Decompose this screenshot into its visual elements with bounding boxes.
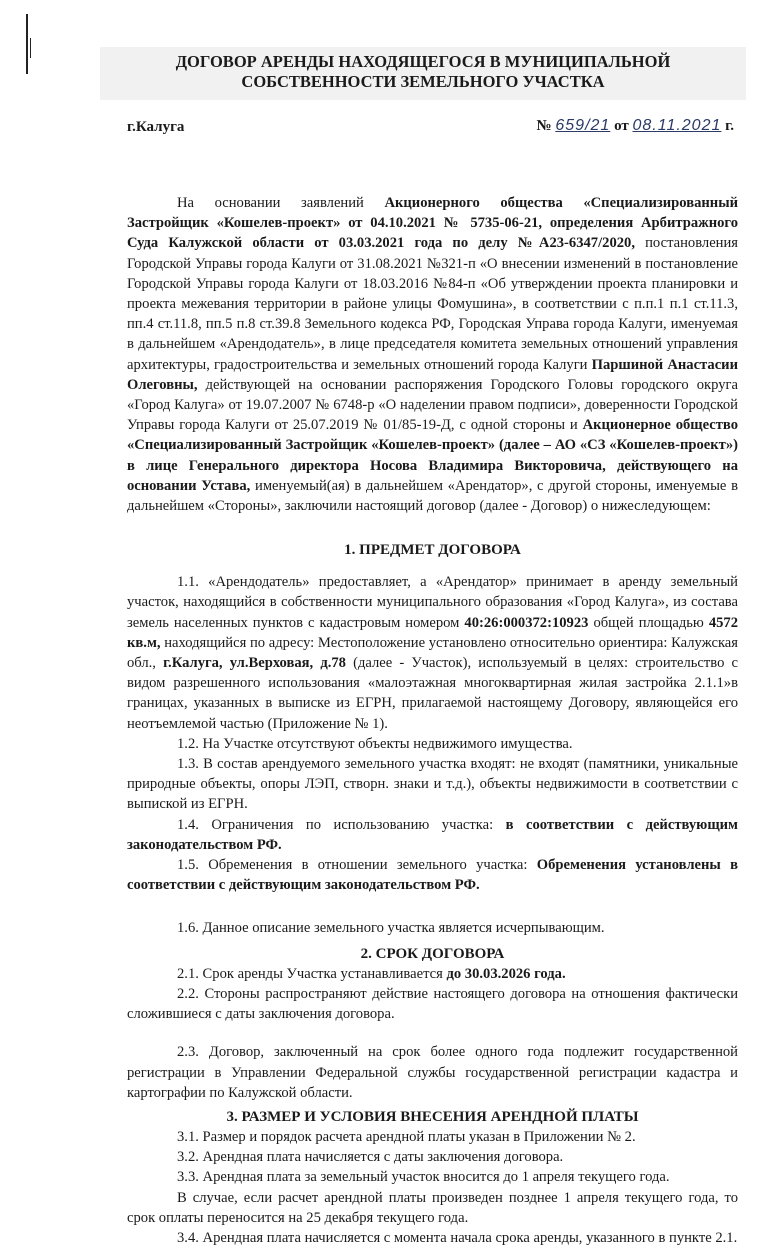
text: На основании заявлений [177,195,385,211]
text: 1.4. Ограничения по использованию участка: [177,816,506,833]
section-heading [127,944,738,964]
bold-text: Обременения установлены в соответствии с действующим законодательством РФ. [127,857,739,894]
text: 2. СРОК ДОГОВОРА [360,945,505,962]
text: именуемый(ая) в дальнейшем «Арендатор», с другой стороны, именуемые в дальнейшем «Стороны», заключили настоящий договор (далее - Договор) о нижеследующем: [127,477,738,515]
date-prefix: от [614,118,629,134]
text: 1.6. Данное описание земельного участка является исчерпывающим. [177,919,605,936]
paragraph [127,572,738,734]
document-title [100,47,746,100]
number-prefix: № [536,118,552,134]
scan-margin-line [30,38,31,58]
text: (далее - Участок), используемый в целях: строительство с видом разрешенного использования «малоэтажная многоквартирная жилая застройка 2.1.1»в границах, указанных в выписке из ЕГРН, прилагаемой настоящему Договору, являющейся его неотъемлемой частью (Приложение № 1). [127,655,738,732]
bold-text: г.Калуга, ул.Верховая, д.78 [163,655,346,672]
bold-text: Паршиной Анастасии Олеговны, [127,356,738,393]
bold-text: Акционерного общества «Специализированный Застройщик «Кошелев-проект» от 04.10.2021 № 5735-06-21, определения Арбитражного Суда Калужской области от 03.03.2021 года по делу №А23-6347/2020, [127,195,739,252]
text: 2.3. Договор, заключенный на срок более одного года подлежит государственной регистрации в Управлении Федеральной службы государственной регистрации кадастра и картографии по Калужской области. [127,1044,738,1101]
bold-text: в соответствии с действующим законодательством РФ. [127,816,738,853]
paragraph [127,1042,738,1103]
paragraph [127,964,738,984]
paragraph [127,1127,738,1147]
text: 3.1. Размер и порядок расчета арендной платы указан в Приложении № 2. [177,1128,636,1145]
paragraph [127,734,738,754]
document-number [537,117,734,135]
paragraph [127,815,738,855]
section-heading [127,1107,738,1127]
text: 2.2. Стороны распространяют действие настоящего договора на отношения фактически сложившиеся с даты заключения договора. [127,985,738,1023]
text: 1.5. Обременения в отношении земельного участка: [177,857,537,874]
text: 1. ПРЕДМЕТ ДОГОВОРА [344,542,521,559]
paragraph [127,984,738,1024]
paragraph [127,1147,738,1167]
bold-text: 40:26:000372:10923 [464,614,589,631]
text: 3.3. Арендная плата за земельный участок вносится до 1 апреля текущего года. [177,1169,670,1186]
bold-text: Акционерное общество «Специализированный Застройщик «Кошелев-проект» (далее – АО «СЗ «Кошелев-проект») в лице Генерального директора Носова Владимира Викторовича, действующего на основании Устава, [127,417,738,494]
paragraph [127,855,738,895]
text: 3.4. Арендная плата начисляется с момента начала срока аренды, указанного в пункте 2.1. [177,1229,738,1246]
city: г.Калуга [127,119,185,135]
scan-margin-line [26,14,28,74]
text: постановления Городской Управы города Калуги от 31.08.2021 №321-п «О внесении изменений в постановление Городской Управы города Калуги от 18.03.2016 №84-п «Об утверждении проекта планировки и проекта межевания территории в районе улицы Фомушина», в соответствии с п.п.1 п.1 ст.11.3, пп.4 ст.11.8, пп.5 п.8 ст.39.8 Земельного кодекса РФ, Городская Управа города Калуги, именуемая в дальнейшем «Арендодатель», в лице председателя комитета земельных отношений управления архитектуры, градостроительства и земельных отношений города Калуги [127,235,739,373]
text: 1.1. «Арендодатель» предоставляет, а «Арендатор» принимает в аренду земельный участок, находящийся в собственности муниципального образования «Город Калуга», из состава земель населенных пунктов с кадастровым номером [127,574,738,631]
text: общей площадью [588,614,709,631]
title-line-1: ДОГОВОР АРЕНДЫ НАХОДЯЩЕГОСЯ В МУНИЦИПАЛЬНОЙ [175,52,671,71]
text: 3. РАЗМЕР И УСЛОВИЯ ВНЕСЕНИЯ АРЕНДНОЙ ПЛАТЫ [226,1108,639,1125]
bold-text: до 30.03.2026 года. [446,965,566,982]
paragraph [127,1188,738,1228]
paragraph [127,1167,738,1187]
text: 3.2. Арендная плата начисляется с даты заключения договора. [177,1149,564,1166]
paragraph [127,1228,738,1248]
date-suffix: г. [725,118,734,134]
text: 1.3. В состав арендуемого земельного участка входят: не входят (памятники, уникальные природные объекты, опоры ЛЭП, створн. знаки и т.д.), объекты недвижимости в соответствии с выпиской из ЕГРН. [127,756,738,813]
title-line-2: СОБСТВЕННОСТИ ЗЕМЕЛЬНОГО УЧАСТКА [241,72,605,91]
section-heading [127,540,738,560]
text: 2.1. Срок аренды Участка устанавливается [177,965,447,982]
handwritten-date: 08.11.2021 [632,117,722,134]
text: действующей на основании распоряжения Городского Головы городского округа «Город Калуга» от 19.07.2007 № 6748-р «О наделении правом подписи», доверенности Городской Управы города Калуги от 25.07.2019 № 01/85-19-Д, с одной стороны и [127,376,738,434]
text: находящийся по адресу: Местоположение установлено относительно ориентира: Калужская обл., [127,634,738,672]
paragraph [127,754,738,815]
paragraph [127,193,738,516]
text: В случае, если расчет арендной платы произведен позднее 1 апреля текущего года, то срок оплаты переносится на 25 декабря текущего года. [127,1189,738,1226]
bold-text: 4572 кв.м, [127,614,738,651]
text: 1.2. На Участке отсутствуют объекты недвижимого имущества. [177,735,573,752]
paragraph [127,918,738,938]
contract-body [127,193,738,1248]
handwritten-number: 659/21 [555,117,611,134]
